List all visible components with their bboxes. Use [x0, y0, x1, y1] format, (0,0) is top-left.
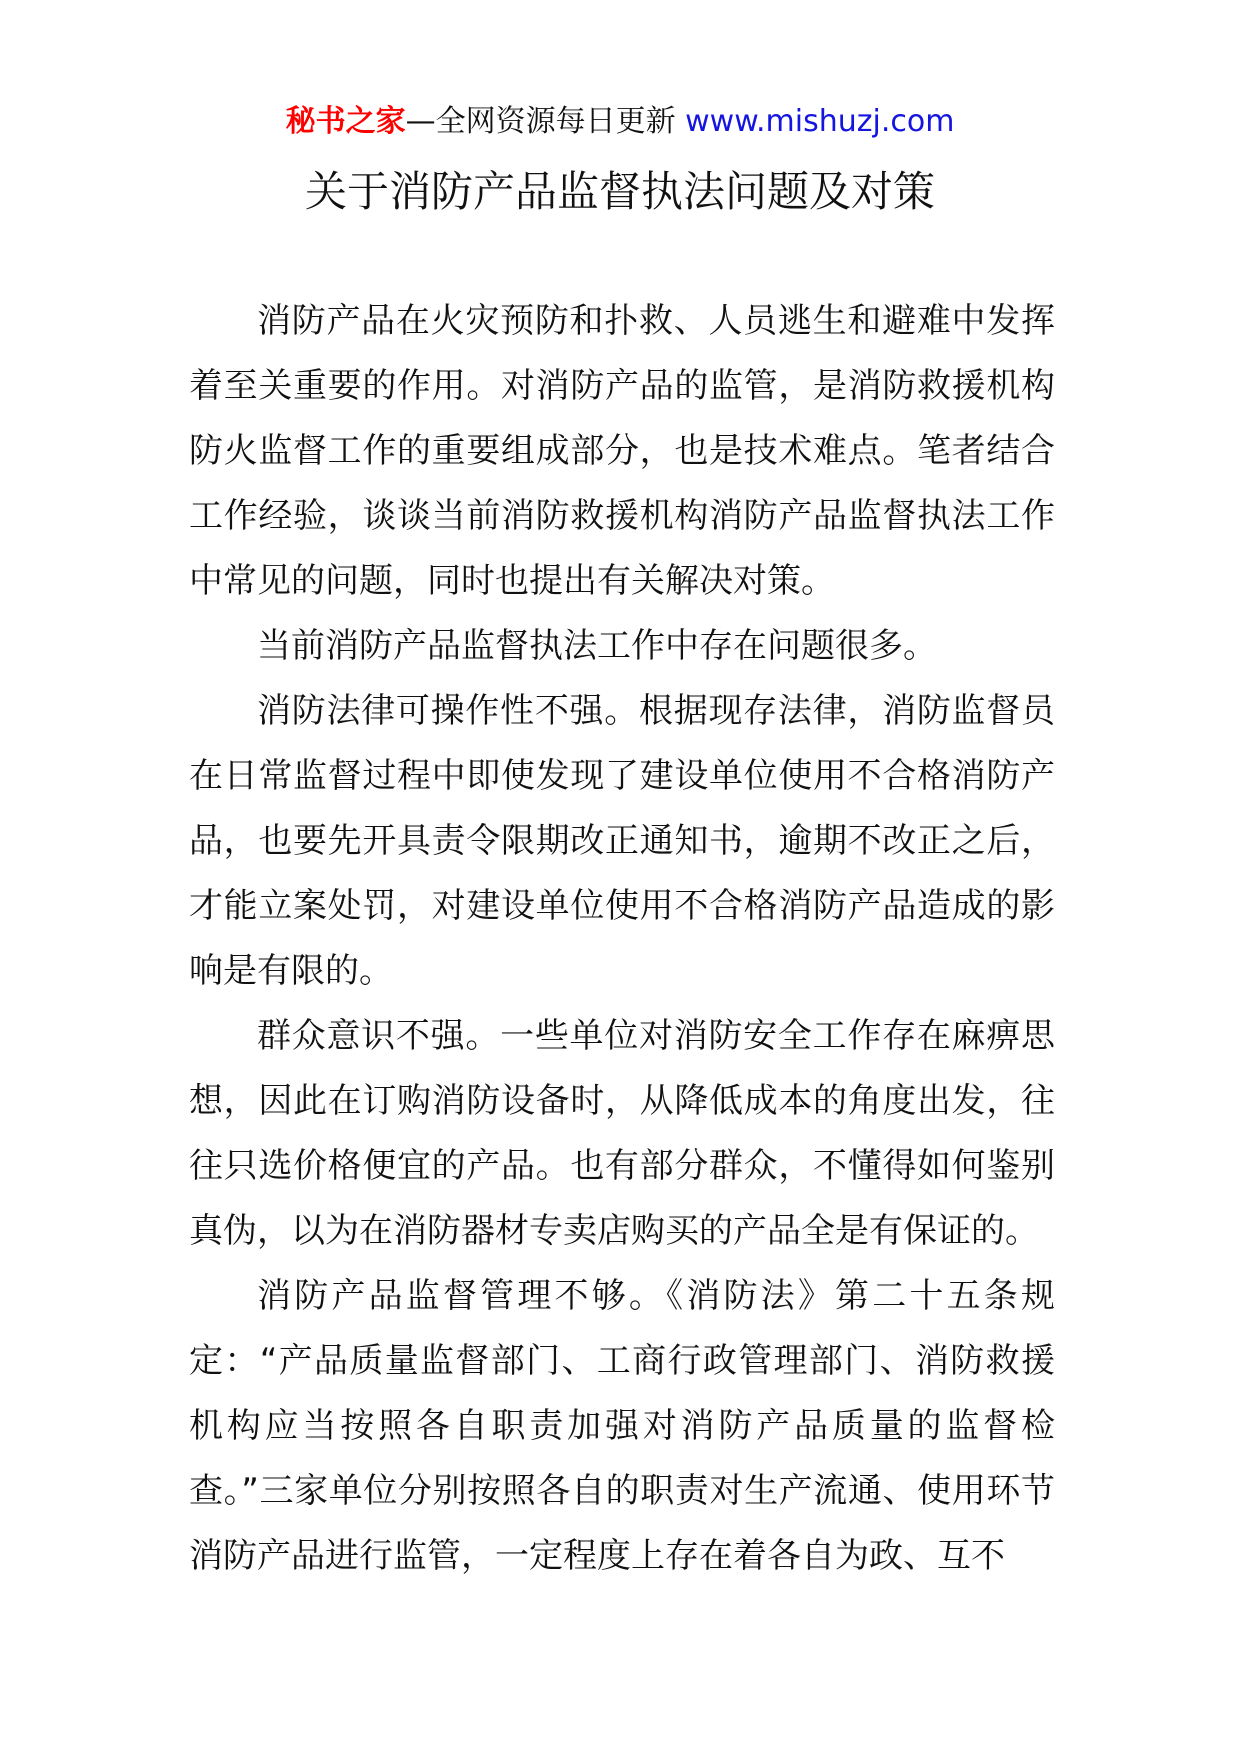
paragraph-supervision: 消防产品监督管理不够。《消防法》第二十五条规定：“产品质量监督部门、工商行政管理部门、消防救援机构应当按照各自职责加强对消防产品质量的监督检查。”三家单位分别按照各自的职责对生产流通、使用环节消防产品进行监管，一定程度上存在着各自为政、互不: [189, 1276, 1055, 1576]
site-url-link[interactable]: www.mishuzj.com: [685, 104, 955, 139]
paragraph-law-operability: 消防法律可操作性不强。根据现存法律，消防监督员在日常监督过程中即使发现了建设单位使用不合格消防产品，也要先开具责令限期改正通知书，逾期不改正之后，才能立案处罚，对建设单位使用不合格消防产品造成的影响是有限的。: [189, 691, 1055, 991]
header-tagline: —全网资源每日更新: [405, 104, 686, 139]
brand-name: 秘书之家: [285, 104, 406, 139]
document-body: [189, 289, 1055, 1589]
paragraph-public-awareness: 群众意识不强。一些单位对消防安全工作存在麻痹思想，因此在订购消防设备时，从降低成本的角度出发，往往只选价格便宜的产品。也有部分群众，不懂得如何鉴别真伪，以为在消防器材专卖店购买的产品全是有保证的。: [189, 1016, 1055, 1251]
paragraph-intro: 消防产品在火灾预防和扑救、人员逃生和避难中发挥着至关重要的作用。对消防产品的监管，是消防救援机构防火监督工作的重要组成部分，也是技术难点。笔者结合工作经验，谈谈当前消防救援机构消防产品监督执法工作中常见的问题，同时也提出有关解决对策。: [189, 301, 1055, 601]
document-title: 关于消防产品监督执法问题及对策: [304, 167, 935, 216]
site-header: [0, 100, 1240, 144]
paragraph-problems-overview: 当前消防产品监督执法工作中存在问题很多。: [257, 626, 937, 666]
